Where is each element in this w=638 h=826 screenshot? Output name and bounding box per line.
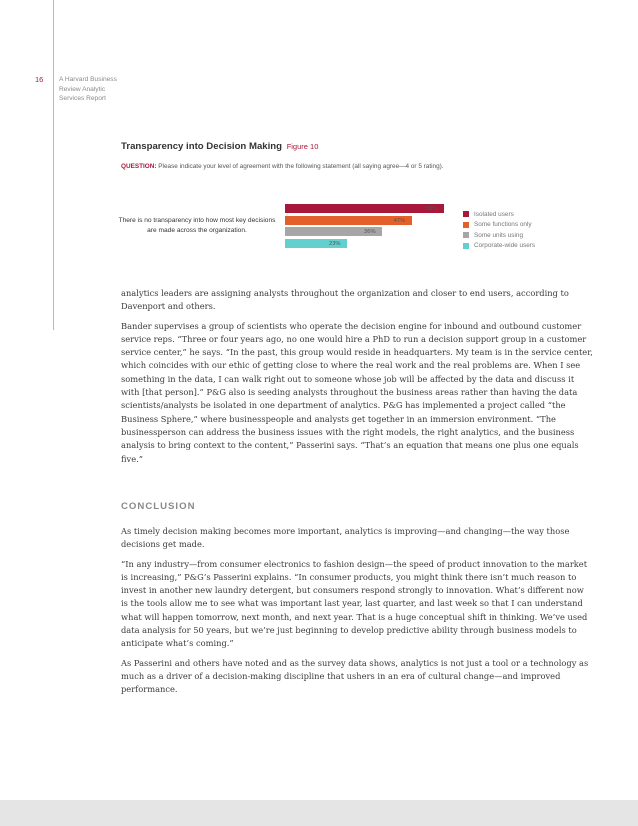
legend-swatch (463, 222, 469, 228)
bar-value-label: 47% (393, 217, 406, 224)
body-text-top (121, 287, 593, 472)
legend-item (463, 220, 535, 231)
paragraph: analytics leaders are assigning analysts throughout the organization and closer to end users, according to Davenport and others. (121, 288, 569, 312)
question-text: Please indicate your level of agreement with the following statement (all saying agree—4 or 5 rating). (158, 163, 444, 170)
footer-bar (0, 800, 638, 826)
paragraph: “In any industry—from consumer electronics to fashion design—the speed of product innovation to the market is increasing,” P&G’s Passerini explains. “In consumer products, you might think there isn’t much reason to invest in another new laundry detergent, but consumers respond strongly to innovation. What’s different now is the tools allow me to see what was important last year, last quarter, and last week so that I can understand what will happen tomorrow, next month, and next year. That is a huge conceptual shift in thinking. We’ve used data analysis for 50 years, but we’re just beginning to develop predictive ability through business models to anticipate what’s coming.” (121, 558, 588, 649)
bar-value-label: 59% (426, 206, 438, 212)
paragraph: As timely decision making becomes more important, analytics is improving—and changing—the way those decisions get made. (121, 526, 570, 550)
legend-label: Corporate-wide users (474, 242, 536, 250)
figure-number: Figure 10 (286, 142, 319, 151)
legend-swatch (463, 232, 469, 238)
margin-rule (53, 0, 54, 330)
bar-isolated-users (285, 204, 444, 213)
bar-some-functions-only (285, 216, 412, 225)
paragraph: As Passerini and others have noted and as the survey data shows, analytics is not just a tool or a technology as much as a driver of a decision-making discipline that ushers in an era of cultural change—and improved performance. (121, 657, 589, 695)
bar-value-label: 23% (328, 240, 341, 247)
question-label: QUESTION: (121, 163, 157, 170)
figure-question (121, 163, 444, 170)
legend-item (463, 209, 535, 220)
figure-title (121, 141, 318, 152)
legend-label: Isolated users (474, 210, 514, 218)
body-text-conclusion (121, 525, 593, 703)
page-number: 16 (35, 75, 44, 84)
legend-label: Some units using (474, 231, 524, 239)
figure-title-text: Transparency into Decision Making (121, 141, 283, 152)
bar-value-label: 36% (364, 229, 376, 235)
bar-category-label: There is no transparency into how most key decisions are made across the organization. (118, 217, 276, 234)
paragraph: Bander supervises a group of scientists who operate the decision engine for inbound and outbound customer service reps. “Three or four years ago, no one would hire a PhD to run a decision support group in a customer service center,” he says. “In the past, this group would reside in headquarters. My team is in the service center, which coincides with our ethic of getting close to where the real work and the real problems are. When I see something in the data, I can walk right out to someone whose job will be affected by the data and discuss it with [that person].” P&G also is seeding analysts throughout the business areas rather than having the data scientists/analysts be isolated in one department of analytics. P&G has implemented a project called “the Business Sphere,” where businesspeople and analysts get together in an immersion environment. “The businessperson can address the business issues with the right models, the right analytics, and the business analysis to bring context to the content,” Passerini says. “That’s an equation that means one plus one equals five.” (121, 320, 593, 464)
legend-swatch (463, 243, 469, 249)
conclusion-heading: CONCLUSION (121, 501, 196, 512)
report-source: A Harvard Business Review Analytic Services Report (59, 76, 117, 102)
chart-legend (463, 209, 535, 251)
legend-item (463, 230, 535, 241)
legend-swatch (463, 211, 469, 217)
legend-item (463, 241, 535, 252)
legend-label: Some functions only (474, 221, 532, 229)
